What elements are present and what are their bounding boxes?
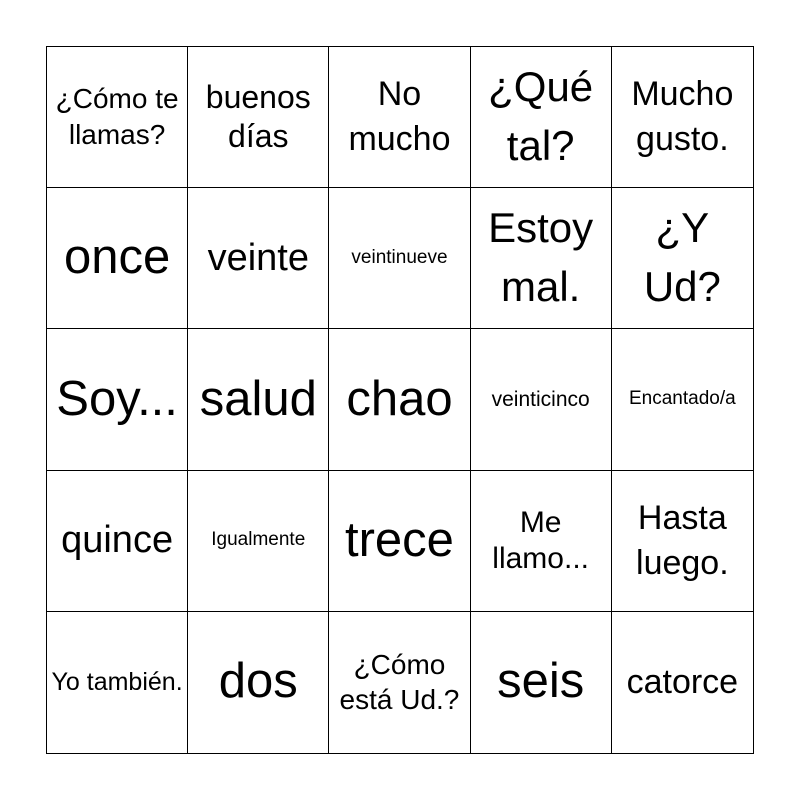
bingo-cell-r3c3[interactable] <box>329 329 470 470</box>
bingo-cell-r4c2[interactable] <box>188 471 329 612</box>
bingo-cell-r2c4[interactable] <box>471 188 612 329</box>
bingo-cell-r2c2[interactable] <box>188 188 329 329</box>
cell-text: ¿Cómo te llamas? <box>55 83 179 151</box>
cell-text: Mucho gusto. <box>631 75 734 159</box>
bingo-card <box>46 46 754 754</box>
bingo-cell-r3c2[interactable] <box>188 329 329 470</box>
cell-text: Hasta luego. <box>636 498 729 582</box>
cell-text: buenos días <box>205 79 311 155</box>
cell-text: Igualmente <box>211 529 306 551</box>
bingo-cell-r5c3[interactable] <box>329 612 470 753</box>
bingo-cell-r3c1[interactable] <box>47 329 188 470</box>
cell-text: Estoy mal. <box>488 204 594 311</box>
bingo-cell-r1c2[interactable] <box>188 47 329 188</box>
cell-text: seis <box>497 654 585 709</box>
cell-text: dos <box>218 654 298 709</box>
bingo-cell-r3c4[interactable] <box>471 329 612 470</box>
cell-text: ¿Qué tal? <box>488 63 594 170</box>
cell-text: chao <box>346 371 453 426</box>
bingo-cell-r5c2[interactable] <box>188 612 329 753</box>
bingo-cell-r1c4[interactable] <box>471 47 612 188</box>
cell-text: Yo también. <box>51 667 183 696</box>
cell-text: quince <box>61 518 174 561</box>
cell-text: veinte <box>207 236 309 279</box>
cell-text: Me llamo... <box>492 505 589 575</box>
cell-text: veintinueve <box>351 246 448 268</box>
cell-text: Soy... <box>56 371 178 426</box>
bingo-cell-r2c3[interactable] <box>329 188 470 329</box>
bingo-cell-r5c1[interactable] <box>47 612 188 753</box>
cell-text: No mucho <box>348 75 451 159</box>
bingo-cell-r4c3[interactable] <box>329 471 470 612</box>
cell-text: once <box>63 230 171 285</box>
bingo-cell-r1c3[interactable] <box>329 47 470 188</box>
cell-text: trece <box>345 512 454 567</box>
bingo-cell-r2c5[interactable] <box>612 188 753 329</box>
cell-text: catorce <box>626 662 739 701</box>
cell-text: ¿Cómo está Ud.? <box>339 648 460 716</box>
bingo-cell-r2c1[interactable] <box>47 188 188 329</box>
bingo-cell-r4c1[interactable] <box>47 471 188 612</box>
cell-text: ¿Y Ud? <box>643 204 721 311</box>
cell-text: veinticinco <box>491 387 590 411</box>
bingo-cell-r5c5[interactable] <box>612 612 753 753</box>
cell-text: Encantado/a <box>628 388 736 410</box>
bingo-cell-r4c4[interactable] <box>471 471 612 612</box>
cell-text: salud <box>199 371 317 426</box>
bingo-cell-r5c4[interactable] <box>471 612 612 753</box>
bingo-cell-r1c5[interactable] <box>612 47 753 188</box>
bingo-cell-r4c5[interactable] <box>612 471 753 612</box>
bingo-cell-r3c5[interactable] <box>612 329 753 470</box>
bingo-cell-r1c1[interactable] <box>47 47 188 188</box>
